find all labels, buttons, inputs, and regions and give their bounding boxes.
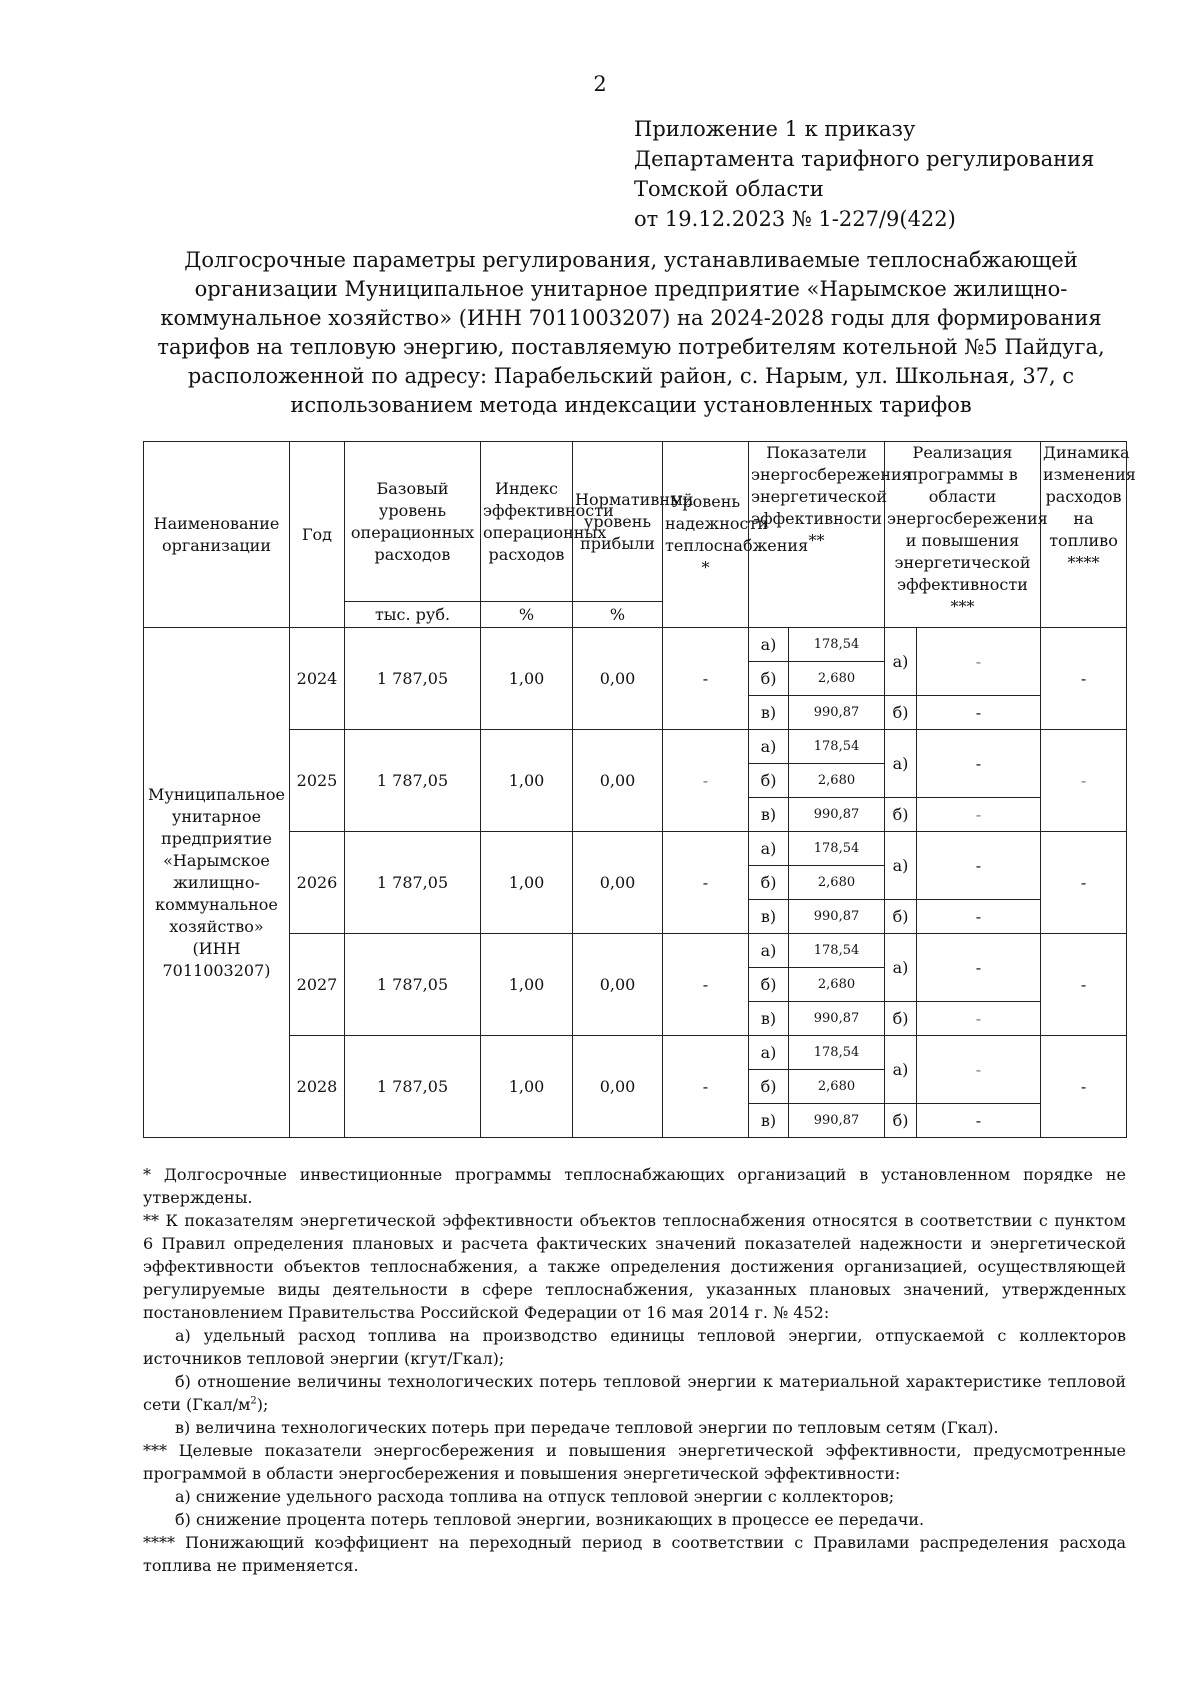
- base-cell: 1 787,05: [345, 628, 481, 730]
- unit-index: %: [481, 602, 573, 628]
- index-cell: 1,00: [481, 628, 573, 730]
- indicator-value: 178,54: [789, 934, 885, 968]
- profit-cell: 0,00: [573, 628, 663, 730]
- indicator-value: 2,680: [789, 1070, 885, 1104]
- indicator-letter: б): [749, 968, 789, 1002]
- indicator-letter: а): [749, 934, 789, 968]
- org-name-cell: Муниципальное унитарное предприятие «Нарымское жилищно-коммунальное хозяйство» (ИНН 7011003207): [144, 628, 290, 1138]
- indicator-letter: б): [749, 1070, 789, 1104]
- indicator-letter: а): [749, 1036, 789, 1070]
- year-cell: 2028: [290, 1036, 345, 1138]
- indicator-letter: в): [749, 1104, 789, 1138]
- footnotes: [143, 1163, 1126, 1577]
- dynamics-cell: -: [1041, 628, 1127, 730]
- program-letter: б): [885, 900, 917, 934]
- dynamics-cell: -: [1041, 934, 1127, 1036]
- footnote-2v: в) величина технологических потерь при передаче тепловой энергии по тепловым сетям (Гкал).: [175, 1418, 999, 1437]
- program-value: -: [917, 1104, 1041, 1138]
- program-letter: а): [885, 934, 917, 1002]
- index-cell: 1,00: [481, 832, 573, 934]
- footnote-2: ** К показателям энергетической эффективности объектов теплоснабжения относятся в соответствии с пунктом 6 Правил определения плановых и расчета фактических значений показателей надежности и энергетической эффективности объектов теплоснабжения, а также определения достижения организацией, осуществляющей регулируемые виды деятельности в сфере теплоснабжения, указанных плановых значений, утвержденных постановлением Правительства Российской Федерации от 16 мая 2014 г. № 452:: [143, 1211, 1126, 1322]
- base-cell: 1 787,05: [345, 730, 481, 832]
- dynamics-cell: -: [1041, 1036, 1127, 1138]
- indicator-value: 990,87: [789, 1104, 885, 1138]
- table-row: [144, 1036, 1127, 1070]
- unit-base: тыс. руб.: [345, 602, 481, 628]
- index-cell: 1,00: [481, 1036, 573, 1138]
- index-cell: 1,00: [481, 934, 573, 1036]
- footnote-1: * Долгосрочные инвестиционные программы теплоснабжающих организаций в установленном порядке не утверждены.: [143, 1165, 1126, 1207]
- footnote-2b: [143, 1370, 1126, 1416]
- header-index: Индекс эффективности операционных расходов: [481, 442, 573, 602]
- indicator-value: 2,680: [789, 662, 885, 696]
- year-cell: 2027: [290, 934, 345, 1036]
- header-profit: Нормативный уровень прибыли: [573, 442, 663, 602]
- indicator-letter: а): [749, 730, 789, 764]
- document-title: Долгосрочные параметры регулирования, устанавливаемые теплоснабжающей организации Муниципальное унитарное предприятие «Нарымское жилищно-коммунальное хозяйство» (ИНН 7011003207) на 2024-2028 годы для формирования тарифов на тепловую энергию, поставляемую потребителям котельной №5 Пайдуга, расположенной по адресу: Парабельский район, с. Нарым, ул. Школьная, 37, с использованием метода индексации установленных тарифов: [157, 248, 1105, 417]
- reliability-cell: -: [663, 730, 749, 832]
- program-letter: б): [885, 798, 917, 832]
- program-value: -: [917, 1036, 1041, 1104]
- header-base: Базовый уровень операционных расходов: [345, 442, 481, 602]
- profit-cell: 0,00: [573, 730, 663, 832]
- appendix-line-2: Департамента тарифного регулирования: [634, 147, 1095, 171]
- footnote-3a: а) снижение удельного расхода топлива на отпуск тепловой энергии с коллекторов;: [175, 1487, 895, 1506]
- dynamics-cell: -: [1041, 730, 1127, 832]
- indicator-value: 990,87: [789, 1002, 885, 1036]
- indicator-value: 2,680: [789, 764, 885, 798]
- program-value: -: [917, 730, 1041, 798]
- program-letter: б): [885, 1002, 917, 1036]
- unit-profit: %: [573, 602, 663, 628]
- header-org: Наименование организации: [144, 442, 290, 628]
- appendix-line-4: от 19.12.2023 № 1-227/9(422): [634, 207, 956, 231]
- index-cell: 1,00: [481, 730, 573, 832]
- year-cell: 2026: [290, 832, 345, 934]
- profit-cell: 0,00: [573, 1036, 663, 1138]
- program-value: -: [917, 934, 1041, 1002]
- program-letter: а): [885, 628, 917, 696]
- page-number: 2: [593, 72, 607, 96]
- footnote-2b-sup: 2: [250, 1395, 257, 1407]
- year-cell: 2025: [290, 730, 345, 832]
- indicator-value: 990,87: [789, 696, 885, 730]
- indicator-letter: а): [749, 628, 789, 662]
- indicator-value: 178,54: [789, 832, 885, 866]
- header-energy: Показатели энергосбережения энергетической эффективности **: [749, 442, 885, 628]
- footnote-3b: б) снижение процента потерь тепловой энергии, возникающих в процессе ее передачи.: [175, 1510, 925, 1529]
- table-row: [144, 934, 1127, 968]
- profit-cell: 0,00: [573, 934, 663, 1036]
- base-cell: 1 787,05: [345, 934, 481, 1036]
- indicator-letter: б): [749, 866, 789, 900]
- program-letter: б): [885, 1104, 917, 1138]
- program-value: -: [917, 900, 1041, 934]
- program-letter: б): [885, 696, 917, 730]
- footnote-2a: а) удельный расход топлива на производство единицы тепловой энергии, отпускаемой с коллекторов источников тепловой энергии (кгут/Гкал);: [143, 1326, 1126, 1368]
- footnote-2b-text: б) отношение величины технологических потерь тепловой энергии к материальной характеристике тепловой сети (Гкал/м: [143, 1372, 1126, 1414]
- reliability-cell: -: [663, 832, 749, 934]
- parameters-table: [143, 441, 1136, 1138]
- appendix-line-3: Томской области: [634, 177, 824, 201]
- footnote-3: *** Целевые показатели энергосбережения и повышения энергетической эффективности, предусмотренные программой в области энергосбережения и повышения энергетической эффективности:: [143, 1441, 1126, 1483]
- program-value: -: [917, 798, 1041, 832]
- indicator-letter: б): [749, 662, 789, 696]
- program-letter: а): [885, 832, 917, 900]
- program-value: -: [917, 696, 1041, 730]
- year-cell: 2024: [290, 628, 345, 730]
- indicator-value: 178,54: [789, 1036, 885, 1070]
- program-value: -: [917, 1002, 1041, 1036]
- base-cell: 1 787,05: [345, 1036, 481, 1138]
- indicator-value: 2,680: [789, 968, 885, 1002]
- indicator-letter: а): [749, 832, 789, 866]
- header-year: Год: [290, 442, 345, 628]
- program-letter: а): [885, 1036, 917, 1104]
- header-reliability: Уровень надежности теплоснабжения *: [663, 442, 749, 628]
- indicator-value: 178,54: [789, 628, 885, 662]
- indicator-letter: б): [749, 764, 789, 798]
- appendix-block: [634, 114, 1094, 234]
- indicator-letter: в): [749, 900, 789, 934]
- indicator-value: 990,87: [789, 900, 885, 934]
- appendix-line-1: Приложение 1 к приказу: [634, 117, 916, 141]
- program-value: -: [917, 832, 1041, 900]
- indicator-letter: в): [749, 798, 789, 832]
- reliability-cell: -: [663, 934, 749, 1036]
- header-dynamics: Динамика изменения расходов на топливо ****: [1041, 442, 1127, 628]
- reliability-cell: -: [663, 1036, 749, 1138]
- profit-cell: 0,00: [573, 832, 663, 934]
- dynamics-cell: -: [1041, 832, 1127, 934]
- program-letter: а): [885, 730, 917, 798]
- table-row: [144, 832, 1127, 866]
- table-row: [144, 628, 1127, 662]
- indicator-value: 990,87: [789, 798, 885, 832]
- footnote-4: **** Понижающий коэффициент на переходный период в соответствии с Правилами распределения расхода топлива не применяется.: [143, 1533, 1126, 1575]
- reliability-cell: -: [663, 628, 749, 730]
- program-value: -: [917, 628, 1041, 696]
- header-program: Реализация программы в области энергосбережения и повышения энергетической эффективности ***: [885, 442, 1041, 628]
- base-cell: 1 787,05: [345, 832, 481, 934]
- indicator-letter: в): [749, 1002, 789, 1036]
- indicator-value: 178,54: [789, 730, 885, 764]
- indicator-letter: в): [749, 696, 789, 730]
- table-row: [144, 730, 1127, 764]
- footnote-2b-end: );: [256, 1395, 269, 1414]
- indicator-value: 2,680: [789, 866, 885, 900]
